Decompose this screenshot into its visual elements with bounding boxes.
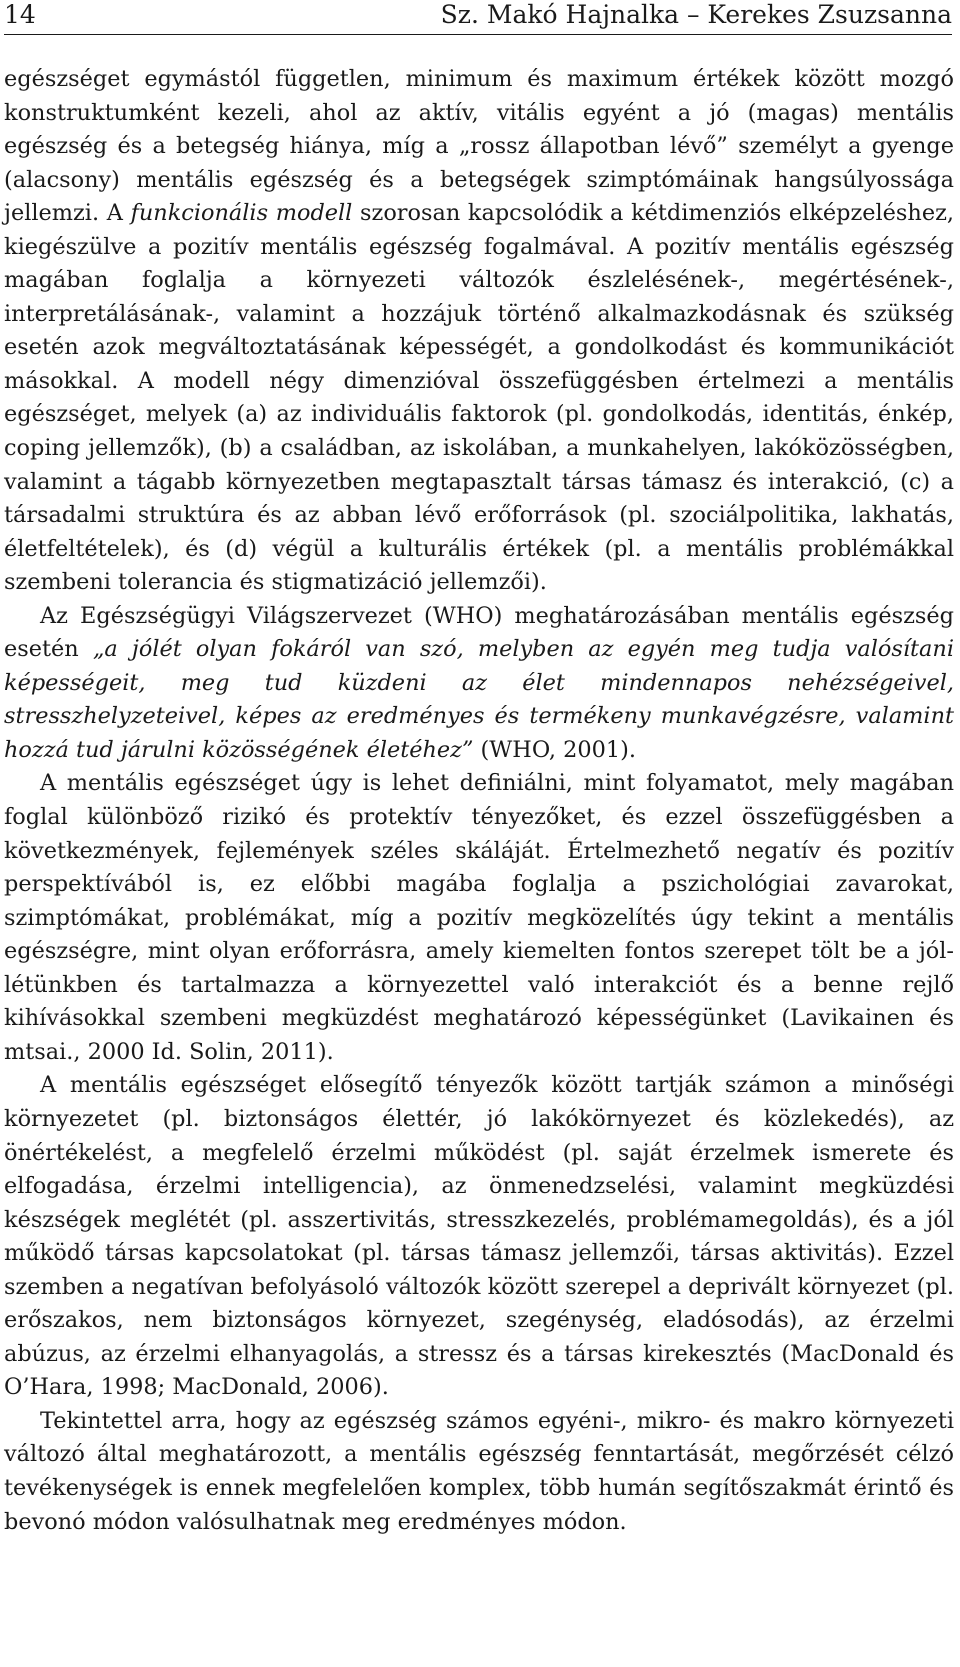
paragraph-1-text-a: egészséget egymástól független, minimum és maximum értékek között mozgó konstruktumként kezeli, ahol az aktív, vitális egyént a jó (magas) mentális egészség és a betegség hiánya, míg a „rossz állapotban lévő” személyt a gyenge (alacsony) mentális egészség és a betegségek szimptómáinak hangsúlyossága jellemzi. A: [4, 66, 954, 227]
paragraph-1: [4, 63, 954, 600]
running-header: [4, 0, 952, 36]
paragraph-3: A mentális egészséget úgy is lehet definiálni, mint folyamatot, mely magában foglal különböző rizikó és protektív tényezőket, és ezzel összefüggésben a következmények, fejlemények széles skáláját. Értelmezhető negatív és pozitív perspektívából is, ez előbbi magába foglalja a pszichológiai zavarokat, szimptómákat, problémákat, míg a pozitív megközelítés úgy tekint a mentális egészségre, mint olyan erőforrásra, amely kiemelten fontos szerepet tölt be a jól-létünkben és tartalmazza a környezettel való interakciót és a benne rejlő kihívásokkal szembeni megküzdést meghatározó képességünket (Lavikainen és mtsai., 2000 Id. Solin, 2011).: [4, 770, 954, 1065]
body-text: [4, 63, 954, 1539]
paragraph-2: [4, 600, 954, 768]
paragraph-5: Tekintettel arra, hogy az egészség számos egyéni-, mikro- és makro környezeti változó által meghatározott, a mentális egészség fenntartását, megőrzését célzó tevékenységek is ennek megfelelően komplex, több humán segítőszakmát érintő és bevonó módon valósulhatnak meg eredményes módon.: [4, 1407, 954, 1535]
running-title: Sz. Makó Hajnalka – Kerekes Zsuzsanna: [440, 0, 952, 29]
paragraph-2-quote: „a jólét olyan fokáról van szó, melyben az egyén meg tudja valósítani képességeit, meg tud küzdeni az élet mindennapos nehézségeivel, stresszhelyzeteivel, képes az eredményes és termékeny munkavégzésre, valamint hozzá tud járulni közösségének életéhez”: [4, 636, 954, 763]
paragraph-1-text-b: szorosan kapcsolódik a kétdimenziós elképzeléshez, kiegészülve a pozitív mentális egészség fogalmával. A pozitív mentális egészség magában foglalja a környezeti változók észlelésének-, megértésének-, interpretálásának-, valamint a hozzájuk történő alkalmazkodásnak és szükség esetén azok megváltoztatásának képességét, a gondolkodást és kommunikációt másokkal. A modell négy dimenzióval összefüggésben értelmezi a mentális egészséget, melyek (a) az individuális faktorok (pl. gondolkodás, identitás, énkép, coping jellemzők), (b) a családban, az iskolában, a munkahelyen, lakóközösségben, valamint a tágabb környezetben megtapasztalt társas támasz és interakció, (c) a társadalmi struktúra és az abban lévő erőforrások (pl. szociálpolitika, lakhatás, életfeltételek), és (d) végül a kulturális értékek (pl. a mentális problémákkal szembeni tolerancia és stigmatizáció jellemzői).: [4, 200, 954, 596]
page-number: 14: [4, 0, 36, 29]
paragraph-4: A mentális egészséget elősegítő tényezők között tartják számon a minőségi környezetet (pl. biztonságos élettér, jó lakókörnyezet és közlekedés), az önértékelést, a megfelelő érzelmi működést (pl. saját érzelmek ismerete és elfogadása, érzelmi intelligencia), az önmenedzselési, valamint megküzdési készségek meglétét (pl. asszertivitás, stresszkezelés, problémamegoldás), és a jól működő társas kapcsolatokat (pl. társas támasz jellemzői, társas aktivitás). Ezzel szemben a negatívan befolyásoló változók között szerepel a deprivált környezet (pl. erőszakos, nem biztonságos környezet, szegénység, eladósodás), az érzelmi abúzus, az érzelmi elhanyagolás, a stressz és a társas kirekesztés (MacDonald és O’Hara, 1998; MacDonald, 2006).: [4, 1072, 954, 1401]
header-rule: [4, 34, 952, 35]
paragraph-1-emphasis: funkcionális modell: [130, 200, 353, 227]
paragraph-2-text-b: (WHO, 2001).: [473, 736, 636, 763]
paragraph-2-text-a: Az Egészségügyi Világszervezet (WHO) meghatározásában mentális egészség esetén: [4, 602, 954, 663]
